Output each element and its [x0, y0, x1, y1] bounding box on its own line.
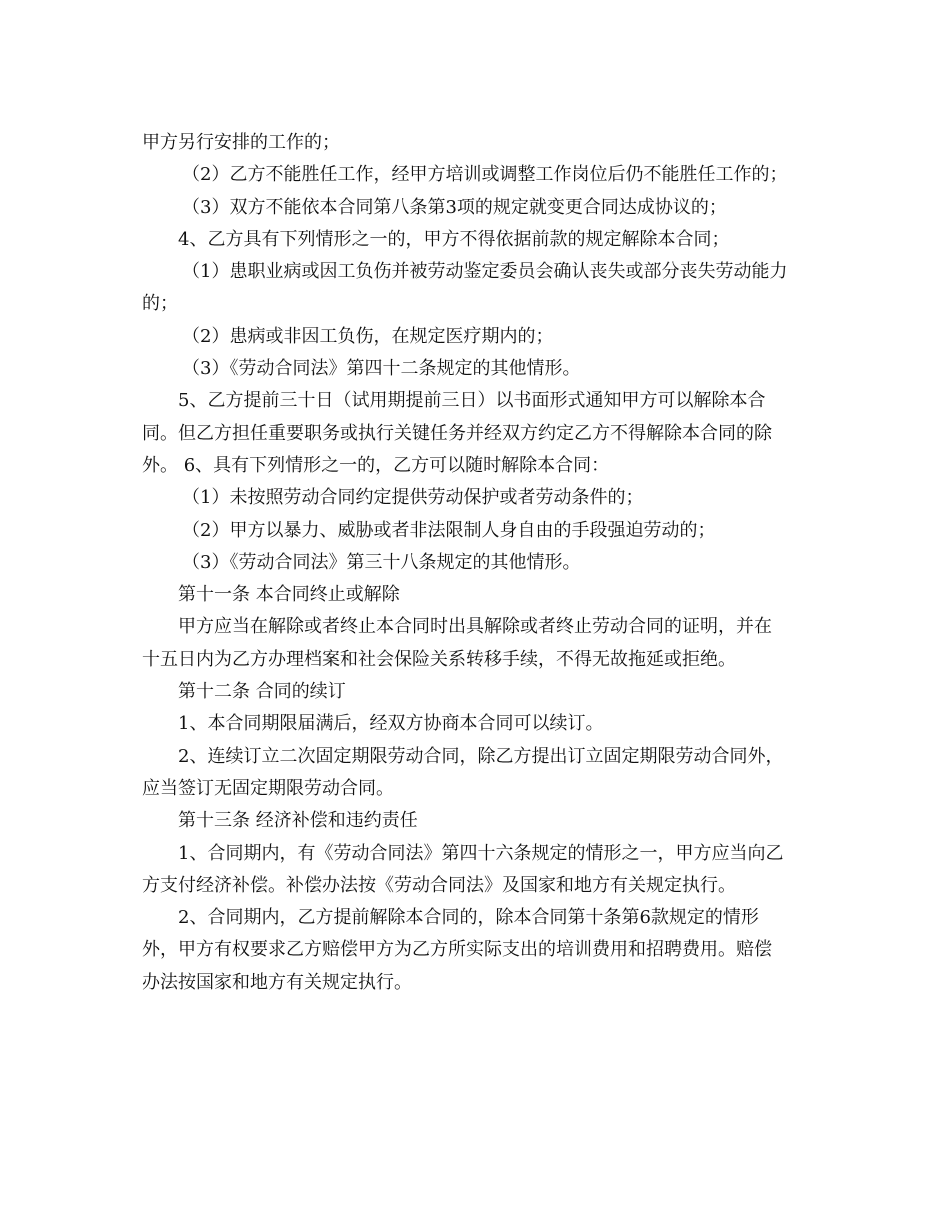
text-line: 办法按国家和地方有关规定执行。 [142, 971, 412, 993]
text-line: 同。但乙方担任重要职务或执行关键任务并经双方约定乙方不得解除本合同的除 [142, 422, 772, 444]
text-line: 的； [142, 293, 178, 315]
text-line: 十五日内为乙方办理档案和社会保险关系转移手续，不得无故拖延或拒绝。 [142, 648, 736, 670]
text-line: 应当签订无固定期限劳动合同。 [142, 777, 394, 799]
text-line: 2、连续订立二次固定期限劳动合同，除乙方提出订立固定期限劳动合同外， [178, 745, 784, 767]
text-line: 方支付经济补偿。补偿办法按《劳动合同法》及国家和地方有关规定执行。 [142, 874, 736, 896]
text-line: 外。 6、具有下列情形之一的，乙方可以随时解除本合同： [142, 454, 610, 476]
text-line: 5、乙方提前三十日（试用期提前三日）以书面形式通知甲方可以解除本合 [178, 390, 766, 412]
text-line: （3）《劳动合同法》第三十八条规定的其他情形。 [182, 551, 581, 573]
text-line: （1）患职业病或因工负伤并被劳动鉴定委员会确认丧失或部分丧失劳动能力 [182, 261, 788, 283]
text-line: 外，甲方有权要求乙方赔偿甲方为乙方所实际支出的培训费用和招聘费用。赔偿 [142, 939, 772, 961]
text-line: （2）乙方不能胜任工作，经甲方培训或调整工作岗位后仍不能胜任工作的； [182, 164, 788, 186]
text-line: 2、合同期内，乙方提前解除本合同的，除本合同第十条第6款规定的情形 [178, 907, 759, 929]
text-line: （1）未按照劳动合同约定提供劳动保护或者劳动条件的； [182, 487, 644, 509]
text-line: （3）双方不能依本合同第八条第3项的规定就变更合同达成协议的； [182, 196, 727, 218]
text-line: 1、本合同期限届满后，经双方协商本合同可以续订。 [178, 713, 604, 735]
section-heading: 第十一条 本合同终止或解除 [178, 584, 400, 606]
text-line: （3）《劳动合同法》第四十二条规定的其他情形。 [182, 358, 581, 380]
text-line: 甲方另行安排的工作的； [142, 132, 340, 153]
text-line: （2）患病或非因工负伤，在规定医疗期内的； [182, 325, 554, 347]
document-body [142, 127, 812, 999]
text-line: 甲方应当在解除或者终止本合同时出具解除或者终止劳动合同的证明，并在 [178, 616, 772, 638]
text-line: 4、乙方具有下列情形之一的，甲方不得依据前款的规定解除本合同； [178, 228, 730, 250]
text-line: 1、合同期内，有《劳动合同法》第四十六条规定的情形之一，甲方应当向乙 [178, 842, 784, 864]
section-heading: 第十二条 合同的续订 [178, 681, 346, 703]
section-heading: 第十三条 经济补偿和违约责任 [178, 810, 418, 832]
text-line: （2）甲方以暴力、威胁或者非法限制人身自由的手段强迫劳动的； [182, 519, 716, 541]
